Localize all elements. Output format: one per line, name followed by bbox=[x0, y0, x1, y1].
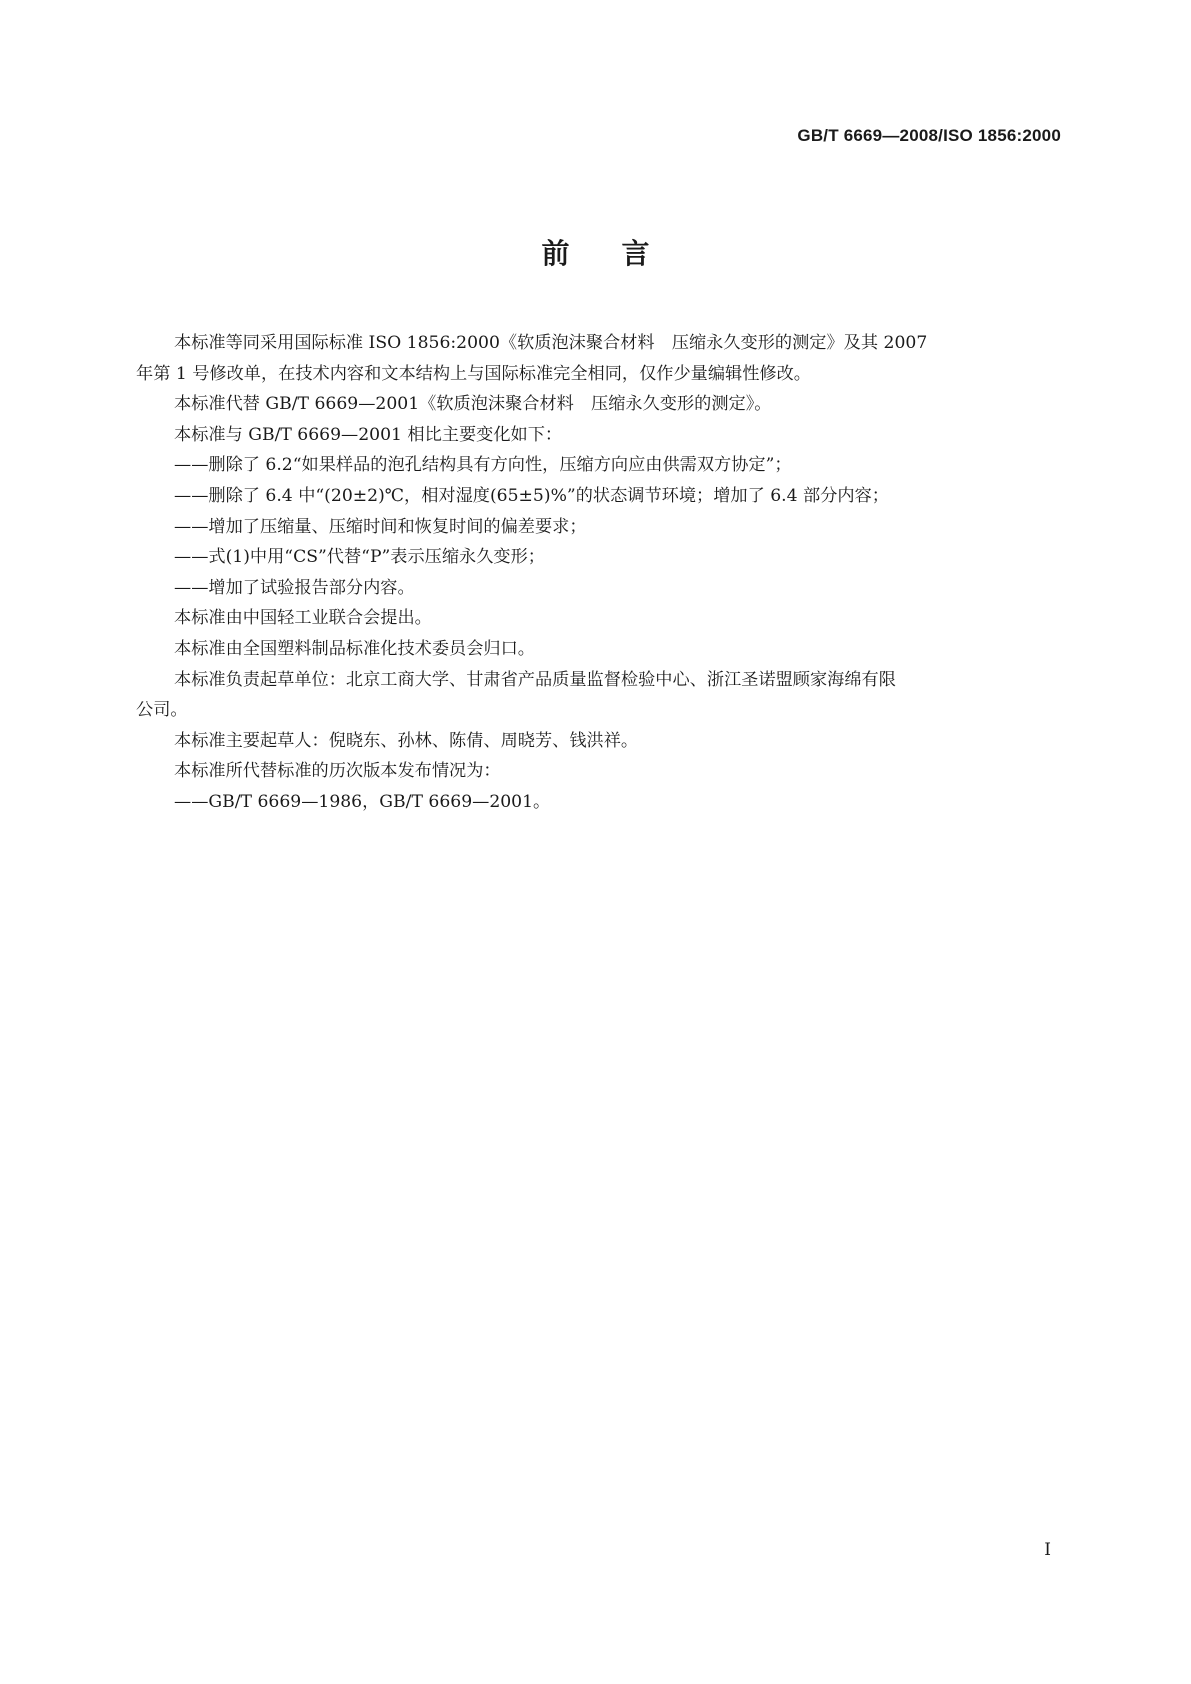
paragraph-proposed-by: 本标准由中国轻工业联合会提出。 bbox=[174, 608, 432, 629]
change-item: ——增加了压缩量、压缩时间和恢复时间的偏差要求； bbox=[174, 516, 587, 537]
change-item: ——增加了试验报告部分内容。 bbox=[174, 577, 415, 598]
standard-code-header: GB/T 6669—2008/ISO 1856:2000 bbox=[797, 126, 1061, 145]
paragraph-changes-intro: 本标准与 GB/T 6669—2001 相比主要变化如下： bbox=[174, 424, 563, 445]
paragraph-replaces: 本标准代替 GB/T 6669—2001《软质泡沫聚合材料 压缩永久变形的测定》。 bbox=[174, 394, 772, 415]
page-title: 前言 bbox=[541, 237, 702, 270]
paragraph-drafting-units-line-2: 公司。 bbox=[136, 700, 188, 721]
paragraph-adoption-line-2: 年第 1 号修改单，在技术内容和文本结构上与国际标准完全相同，仅作少量编辑性修改。 bbox=[136, 363, 811, 384]
change-item: ——删除了 6.2“如果样品的泡孔结构具有方向性，压缩方向应由供需双方协定”； bbox=[174, 455, 792, 476]
page-number: I bbox=[1044, 1540, 1051, 1560]
change-item: ——式(1)中用“CS”代替“P”表示压缩永久变形； bbox=[174, 547, 545, 568]
change-item: ——删除了 6.4 中“(20±2)℃，相对湿度(65±5)%”的状态调节环境；增加了 6.4 部分内容； bbox=[174, 485, 889, 506]
history-item: ——GB/T 6669—1986，GB/T 6669—2001。 bbox=[174, 791, 551, 812]
foreword-body bbox=[136, 328, 1064, 818]
paragraph-centralized-by: 本标准由全国塑料制品标准化技术委员会归口。 bbox=[174, 638, 535, 659]
paragraph-drafters: 本标准主要起草人：倪晓东、孙林、陈倩、周晓芳、钱洪祥。 bbox=[174, 730, 639, 751]
paragraph-history-intro: 本标准所代替标准的历次版本发布情况为： bbox=[174, 761, 501, 782]
paragraph-drafting-units-line-1: 本标准负责起草单位：北京工商大学、甘肃省产品质量监督检验中心、浙江圣诺盟顾家海绵有限 bbox=[174, 669, 896, 690]
paragraph-adoption-line-1: 本标准等同采用国际标准 ISO 1856:2000《软质泡沫聚合材料 压缩永久变形的测定》及其 2007 bbox=[174, 333, 928, 353]
